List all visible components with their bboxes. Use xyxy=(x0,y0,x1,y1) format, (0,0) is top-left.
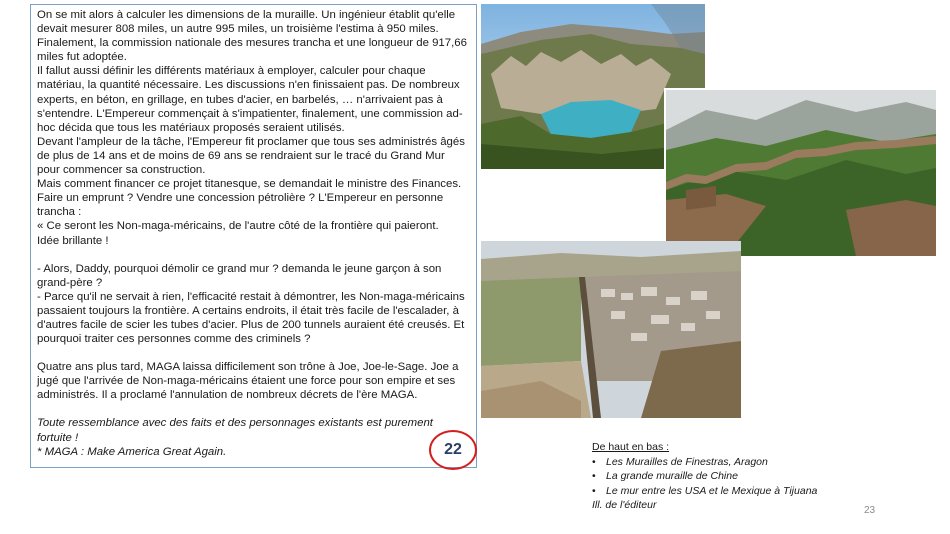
photo-caption xyxy=(592,440,892,513)
paragraph-construction: Devant l'ampleur de la tâche, l'Empereur fit proclamer que tous ses administrés âgés de plus de 14 ans et de moins de 69 ans se rendraient sur le tracé du Grand Mur pour commencer sa construction. xyxy=(37,135,465,177)
usa-mexico-border-tijuana-photo xyxy=(481,241,741,418)
slide-number: 23 xyxy=(864,505,876,516)
paragraph-materials: Il fallut aussi définir les différents matériaux à employer, calculer pour chaque matériau, la quantité nécessaire. Les discussions n'en finissaient pas. De nombreux experts, en béton, en grillage, en tubes d'acier, en barbelés, … n'arrivaient pas à s'entendre. L'Empereur commençait à s'impatienter, finalement, une commission ad-hoc décida que tous les matériaux proposés seraient utilisés. xyxy=(37,65,463,134)
maga-footnote: * MAGA : Make America Great Again. xyxy=(37,445,227,458)
disclaimer-text: Toute ressemblance avec des faits et des personnages existants est purement fortuite ! xyxy=(37,417,433,444)
paragraph-question: - Alors, Daddy, pourquoi démolir ce grand mur ? demanda le jeune garçon à son grand-père ? xyxy=(37,262,442,289)
caption-item-china: • La grande muraille de Chine xyxy=(592,469,892,484)
paragraph-brilliant: Idée brillante ! xyxy=(37,234,109,247)
great-wall-china-photo xyxy=(664,88,938,258)
paragraph-joe: Quatre ans plus tard, MAGA laissa difficilement son trône à Joe, Joe-le-Sage. Joe a jugé que l'arrivée de Non-maga-méricains étaient une force pour son empire et ses administrés. Il a proclamé l'annulation de nombreux décrets de l'ère MAGA. xyxy=(37,361,459,402)
story-text-box xyxy=(30,4,477,468)
paragraph-dimensions: On se mit alors à calculer les dimensions de la muraille. Un ingénieur établit qu'elle devait mesurer 808 miles, un autre 995 miles, un troisième l'estima à 950 miles. Finalement, la commission nationale des mesures trancha et une longueur de 917,66 miles fut adoptée. xyxy=(37,9,467,64)
caption-credit: Ill. de l'éditeur xyxy=(592,499,657,512)
paragraph-answer: - Parce qu'il ne servait à rien, l'efficacité restait à démontrer, les Non-maga-méricains passaient toujours la frontière. A certains endroits, il était très facile de l'escalader, à d'autres facile de scier les tubes d'acier. Plus de 200 tunnels auraient été creusés. Et pourquoi traiter ces personnes comme des criminels ? xyxy=(37,290,465,346)
paragraph-quote: « Ce seront les Non-maga-méricains, de l'autre côté de la frontière qui paieront. xyxy=(37,220,439,233)
caption-list xyxy=(592,455,892,499)
paragraph-financing: Mais comment financer ce projet titanesque, se demandait le ministre des Finances. Faire un emprunt ? Vendre une concession pétrolière ? L'Empereur en personne trancha : xyxy=(37,178,462,219)
caption-item-finestras: • Les Murailles de Finestras, Aragon xyxy=(592,455,892,470)
caption-item-tijuana: • Le mur entre les USA et le Mexique à Tijuana xyxy=(592,484,892,499)
caption-heading: De haut en bas : xyxy=(592,441,670,453)
circled-page-number: 22 xyxy=(429,430,477,470)
